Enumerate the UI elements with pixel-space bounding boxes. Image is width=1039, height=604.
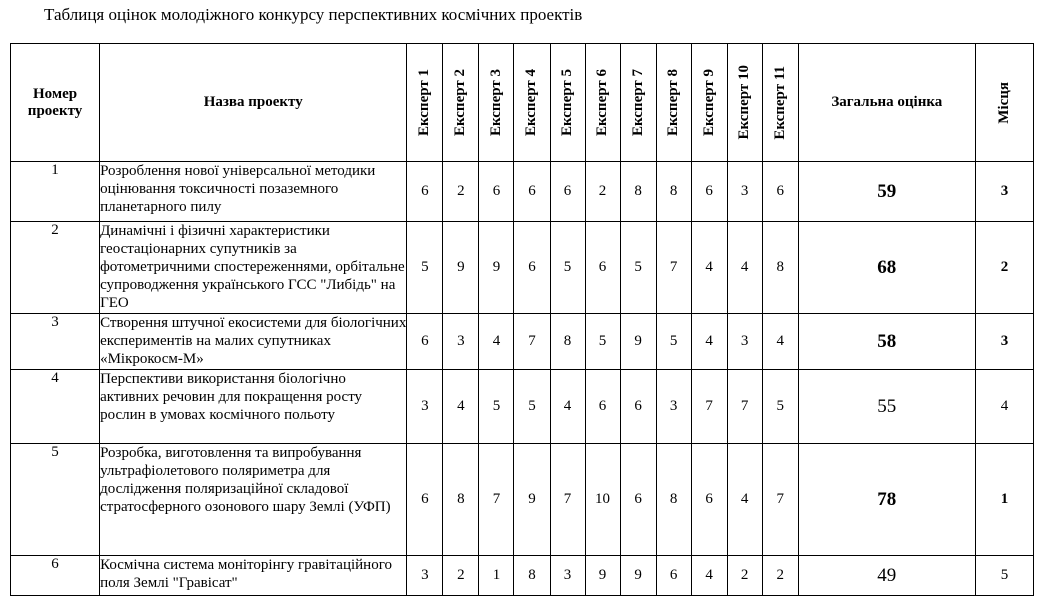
project-name: Динамічні і фізичні характеристики геостаціонарних супутників за фотометричними спостереженнями, орбітальне супроводження українського ГСС "Либідь" на ГЕО xyxy=(100,222,407,314)
expert-score: 6 xyxy=(656,556,691,596)
project-number: 3 xyxy=(11,314,100,370)
expert-score: 3 xyxy=(407,556,443,596)
header-expert-label: Експерт 4 xyxy=(523,69,540,136)
header-expert xyxy=(407,44,443,162)
header-expert xyxy=(585,44,620,162)
expert-score: 6 xyxy=(407,162,443,222)
table-row xyxy=(11,162,1034,222)
total-score: 78 xyxy=(798,444,975,556)
header-expert xyxy=(620,44,656,162)
header-expert xyxy=(656,44,691,162)
expert-score: 6 xyxy=(762,162,798,222)
expert-score: 4 xyxy=(727,444,762,556)
expert-score: 4 xyxy=(762,314,798,370)
expert-score: 7 xyxy=(479,444,514,556)
expert-score: 5 xyxy=(620,222,656,314)
project-number: 1 xyxy=(11,162,100,222)
header-row xyxy=(11,44,1034,162)
expert-score: 5 xyxy=(585,314,620,370)
total-score: 59 xyxy=(798,162,975,222)
expert-score: 8 xyxy=(620,162,656,222)
expert-score: 8 xyxy=(443,444,479,556)
expert-score: 6 xyxy=(585,222,620,314)
expert-score: 9 xyxy=(585,556,620,596)
expert-score: 9 xyxy=(620,556,656,596)
expert-score: 2 xyxy=(727,556,762,596)
expert-score: 5 xyxy=(656,314,691,370)
expert-score: 8 xyxy=(762,222,798,314)
expert-score: 6 xyxy=(620,444,656,556)
header-expert-label: Експерт 6 xyxy=(594,69,611,136)
expert-score: 9 xyxy=(620,314,656,370)
expert-score: 5 xyxy=(514,370,550,444)
table-title: Таблиця оцінок молодіжного конкурсу перспективних космічних проектів xyxy=(44,5,583,24)
header-expert xyxy=(479,44,514,162)
expert-score: 7 xyxy=(762,444,798,556)
expert-score: 6 xyxy=(691,162,727,222)
expert-score: 3 xyxy=(656,370,691,444)
expert-score: 5 xyxy=(762,370,798,444)
expert-score: 8 xyxy=(656,162,691,222)
header-expert-label: Експерт 3 xyxy=(487,69,504,136)
header-place xyxy=(975,44,1033,162)
expert-score: 3 xyxy=(407,370,443,444)
expert-score: 6 xyxy=(479,162,514,222)
header-expert-label: Експерт 9 xyxy=(700,69,717,136)
expert-score: 6 xyxy=(407,444,443,556)
expert-score: 10 xyxy=(585,444,620,556)
place: 5 xyxy=(975,556,1033,596)
table-row xyxy=(11,314,1034,370)
scores-table xyxy=(10,43,1034,596)
header-expert xyxy=(550,44,585,162)
table-row xyxy=(11,444,1034,556)
expert-score: 7 xyxy=(550,444,585,556)
header-expert-label: Експерт 7 xyxy=(629,69,646,136)
expert-score: 3 xyxy=(727,314,762,370)
place: 3 xyxy=(975,162,1033,222)
header-expert-label: Експерт 10 xyxy=(736,65,753,140)
expert-score: 9 xyxy=(514,444,550,556)
header-number: Номер проекту xyxy=(11,44,100,162)
expert-score: 5 xyxy=(479,370,514,444)
expert-score: 4 xyxy=(727,222,762,314)
header-expert-label: Експерт 2 xyxy=(452,69,469,136)
expert-score: 6 xyxy=(550,162,585,222)
expert-score: 4 xyxy=(691,222,727,314)
expert-score: 6 xyxy=(620,370,656,444)
header-total: Загальна оцінка xyxy=(798,44,975,162)
expert-score: 2 xyxy=(443,162,479,222)
expert-score: 4 xyxy=(691,314,727,370)
expert-score: 1 xyxy=(479,556,514,596)
expert-score: 2 xyxy=(585,162,620,222)
place: 2 xyxy=(975,222,1033,314)
table-row xyxy=(11,556,1034,596)
expert-score: 7 xyxy=(656,222,691,314)
expert-score: 2 xyxy=(762,556,798,596)
header-expert xyxy=(727,44,762,162)
total-score: 68 xyxy=(798,222,975,314)
expert-score: 4 xyxy=(443,370,479,444)
project-name: Розробка, виготовлення та випробування ультрафіолетового поляриметра для дослідження поляризаційної складової стратосферного озонового шару Землі (УФП) xyxy=(100,444,407,556)
expert-score: 3 xyxy=(550,556,585,596)
expert-score: 8 xyxy=(514,556,550,596)
project-number: 2 xyxy=(11,222,100,314)
expert-score: 6 xyxy=(514,162,550,222)
place: 4 xyxy=(975,370,1033,444)
header-expert xyxy=(514,44,550,162)
header-expert xyxy=(762,44,798,162)
header-expert xyxy=(691,44,727,162)
table-row xyxy=(11,222,1034,314)
place: 1 xyxy=(975,444,1033,556)
expert-score: 6 xyxy=(585,370,620,444)
total-score: 49 xyxy=(798,556,975,596)
project-name: Перспективи використання біологічно активних речовин для покращення росту рослин в умовах космічного польоту xyxy=(100,370,407,444)
header-expert-label: Експерт 1 xyxy=(416,69,433,136)
header-place-label: Місця xyxy=(995,81,1012,124)
expert-score: 5 xyxy=(407,222,443,314)
header-expert-label: Експерт 5 xyxy=(559,69,576,136)
place: 3 xyxy=(975,314,1033,370)
total-score: 58 xyxy=(798,314,975,370)
expert-score: 5 xyxy=(550,222,585,314)
expert-score: 3 xyxy=(727,162,762,222)
expert-score: 2 xyxy=(443,556,479,596)
expert-score: 8 xyxy=(550,314,585,370)
expert-score: 6 xyxy=(691,444,727,556)
expert-score: 7 xyxy=(691,370,727,444)
total-score: 55 xyxy=(798,370,975,444)
expert-score: 4 xyxy=(479,314,514,370)
project-name: Космічна система моніторінгу гравітаційного поля Землі "Гравісат" xyxy=(100,556,407,596)
expert-score: 7 xyxy=(727,370,762,444)
expert-score: 7 xyxy=(514,314,550,370)
project-number: 4 xyxy=(11,370,100,444)
header-expert-label: Експерт 11 xyxy=(771,65,788,140)
expert-score: 6 xyxy=(514,222,550,314)
header-expert-label: Експерт 8 xyxy=(665,69,682,136)
table-row xyxy=(11,370,1034,444)
expert-score: 9 xyxy=(479,222,514,314)
project-name: Розроблення нової універсальної методики оцінювання токсичності позаземного планетарного пилу xyxy=(100,162,407,222)
expert-score: 4 xyxy=(691,556,727,596)
project-number: 6 xyxy=(11,556,100,596)
expert-score: 8 xyxy=(656,444,691,556)
project-number: 5 xyxy=(11,444,100,556)
project-name: Створення штучної екосистеми для біологічних експериментів на малих супутниках «Мікрокосм-М» xyxy=(100,314,407,370)
expert-score: 6 xyxy=(407,314,443,370)
header-expert xyxy=(443,44,479,162)
expert-score: 4 xyxy=(550,370,585,444)
expert-score: 9 xyxy=(443,222,479,314)
expert-score: 3 xyxy=(443,314,479,370)
header-name: Назва проекту xyxy=(100,44,407,162)
